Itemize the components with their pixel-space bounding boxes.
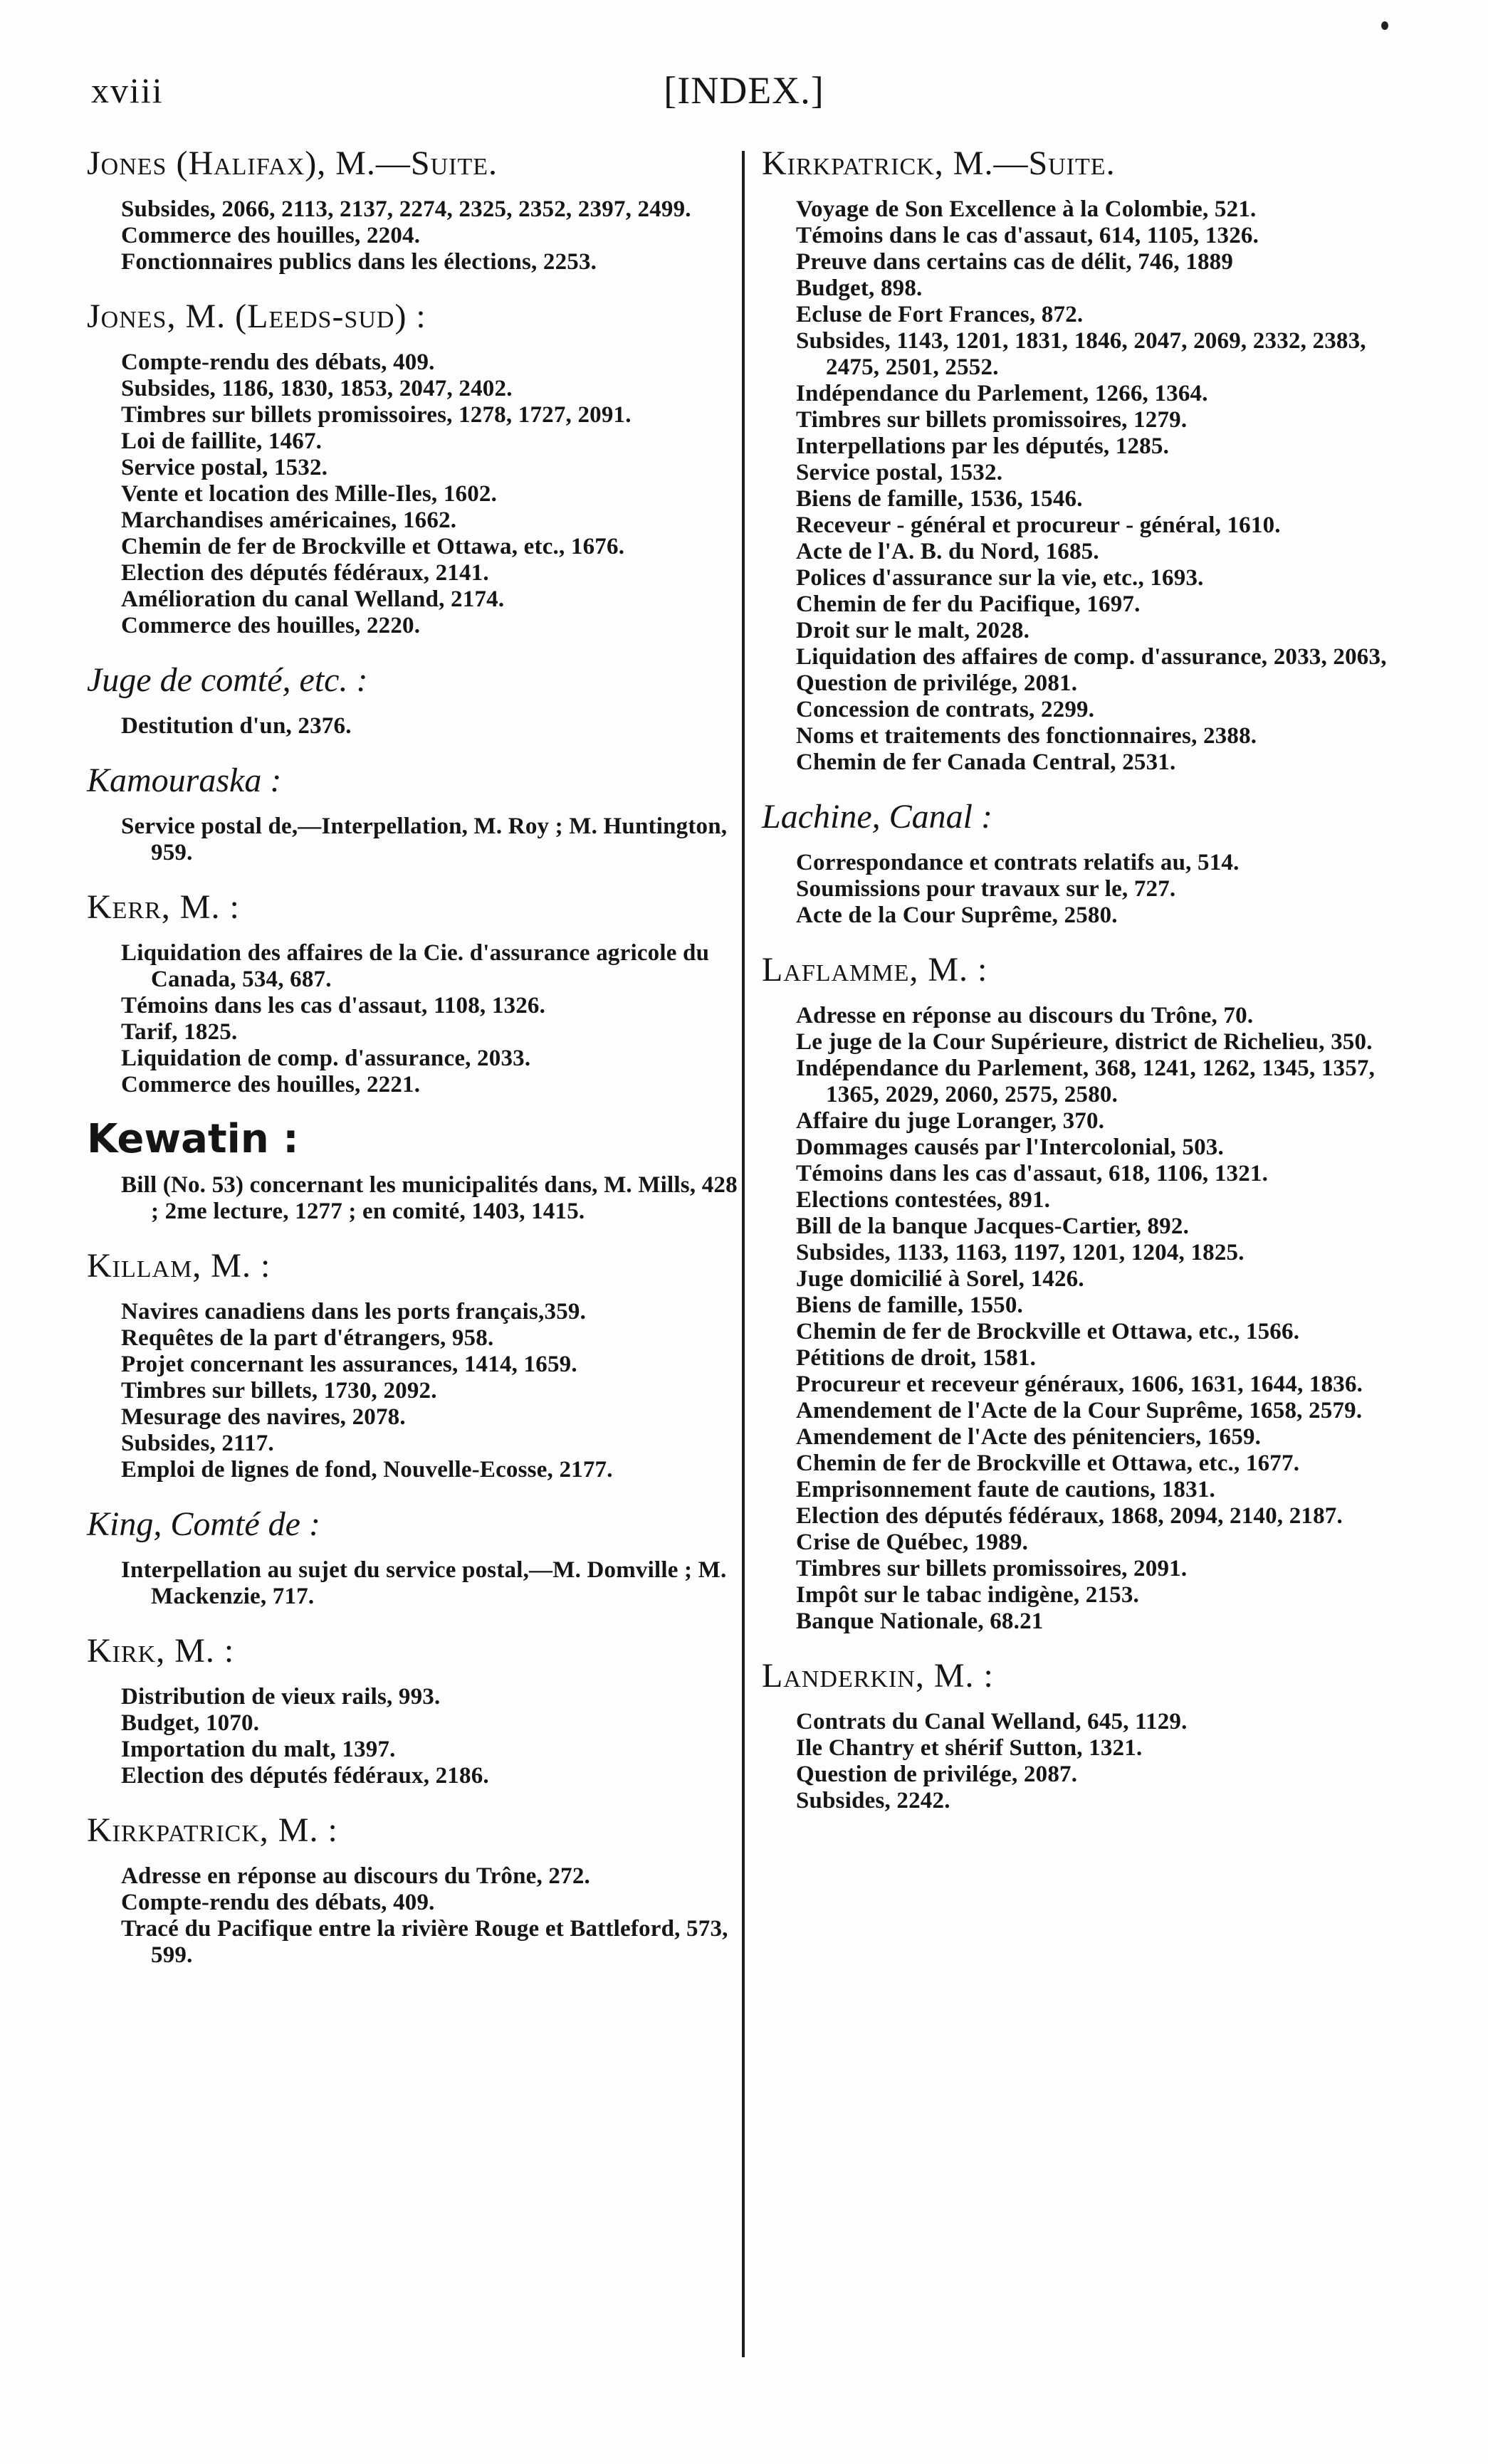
entry-item: Ecluse de Fort Frances, 872. [796,302,1084,327]
entry-item: Banque Nationale, 68.21 [796,1609,1044,1634]
index-entry [87,759,742,866]
column-divider [742,151,745,2357]
entry-item: Chemin de fer de Brockville et Ottawa, etc., 1566. [796,1319,1300,1344]
entry-item: Compte-rendu des débats, 409. [121,349,435,375]
entry-item: Subsides, 2117. [121,1431,274,1456]
entry-item: Loi de faillite, 1467. [121,428,323,454]
entry-item: Tarif, 1825. [121,1019,238,1045]
entry-item: Emploi de lignes de fond, Nouvelle-Ecosse, 2177. [121,1457,613,1483]
index-entry [762,949,1395,1635]
entry-item: Liquidation des affaires de comp. d'assurance, 2033, 2063, [796,644,1387,670]
entry-heading: Jones (Halifax), M.—Suite. [87,144,498,182]
entry-item: Subsides, 2242. [796,1788,950,1813]
entry-item: Témoins dans les cas d'assaut, 618, 1106, 1321. [796,1161,1269,1186]
index-entry [87,1503,742,1610]
entry-heading: Landerkin, M. : [762,1657,994,1695]
entry-item: Budget, 898. [796,275,923,301]
entry-item: Amélioration du canal Welland, 2174. [121,586,505,612]
right-column [762,142,1395,1834]
entry-item: Soumissions pour travaux sur le, 727. [796,876,1176,902]
entry-heading: Juge de comté, etc. : [87,661,368,699]
entry-item: Liquidation des affaires de la Cie. d'assurance agricole du Canada, 534, 687. [121,940,710,992]
entry-item: Bill (No. 53) concernant les municipalités dans, M. Mills, 428 ; 2me lecture, 1277 ; en comité, 1403, 1415. [121,1172,738,1224]
entry-heading: Kewatin : [87,1116,299,1162]
entry-item: Commerce des houilles, 2220. [121,613,421,638]
entry-item: Correspondance et contrats relatifs au, 514. [796,850,1240,875]
entry-item: Chemin de fer de Brockville et Ottawa, etc., 1677. [796,1451,1300,1476]
entry-item: Bill de la banque Jacques-Cartier, 892. [796,1213,1190,1239]
entry-item: Amendement de l'Acte des pénitenciers, 1659. [796,1424,1262,1450]
entry-item: Compte-rendu des débats, 409. [121,1890,435,1915]
entry-item: Service postal de,—Interpellation, M. Roy ; M. Huntington, 959. [121,814,728,865]
index-entry [87,1118,742,1225]
entry-item: Commerce des houilles, 2221. [121,1072,421,1097]
entry-item: Mesurage des navires, 2078. [121,1404,406,1430]
entry-item: Service postal, 1532. [121,455,328,480]
entry-item: Commerce des houilles, 2204. [121,223,421,248]
entry-item: Amendement de l'Acte de la Cour Suprême, 1658, 2579. [796,1398,1363,1423]
entry-item: Timbres sur billets promissoires, 1279. [796,407,1188,433]
entry-item: Indépendance du Parlement, 368, 1241, 1262, 1345, 1357, 1365, 2029, 2060, 2575, 2580. [796,1055,1376,1107]
entry-heading: Kerr, M. : [87,888,240,926]
entry-item: Ile Chantry et shérif Sutton, 1321. [796,1735,1143,1761]
entry-heading: Killam, M. : [87,1247,271,1285]
entry-item: Election des députés fédéraux, 2186. [121,1763,489,1789]
index-entry [762,796,1395,929]
entry-item: Juge domicilié à Sorel, 1426. [796,1266,1084,1292]
index-entry [87,142,742,275]
entry-item: Importation du malt, 1397. [121,1737,396,1762]
entry-item: Tracé du Pacifique entre la rivière Rouge et Battleford, 573, 599. [121,1916,728,1968]
entry-heading: Kirkpatrick, M.—Suite. [762,144,1116,182]
page-header [0,56,1488,120]
entry-item: Requêtes de la part d'étrangers, 958. [121,1325,494,1351]
entry-item: Subsides, 2066, 2113, 2137, 2274, 2325, 2352, 2397, 2499. [121,196,691,222]
entry-item: Chemin de fer de Brockville et Ottawa, etc., 1676. [121,534,625,559]
entry-item: Election des députés fédéraux, 1868, 2094, 2140, 2187. [796,1503,1343,1529]
entry-item: Le juge de la Cour Supérieure, district de Richelieu, 350. [796,1029,1373,1055]
entry-item: Pétitions de droit, 1581. [796,1345,1037,1371]
entry-item: Dommages causés par l'Intercolonial, 503. [796,1134,1224,1160]
entry-item: Fonctionnaires publics dans les élections, 2253. [121,249,597,275]
entry-item: Biens de famille, 1536, 1546. [796,486,1083,512]
entry-item: Adresse en réponse au discours du Trône, 70. [796,1003,1254,1028]
entry-item: Vente et location des Mille-Iles, 1602. [121,481,498,507]
entry-item: Affaire du juge Loranger, 370. [796,1108,1105,1134]
entry-item: Question de privilége, 2087. [796,1762,1078,1787]
entry-item: Marchandises américaines, 1662. [121,507,457,533]
index-entry [87,1245,742,1483]
entry-item: Droit sur le malt, 2028. [796,618,1030,643]
index-entry [87,1809,742,1969]
entry-item: Chemin de fer Canada Central, 2531. [796,749,1176,775]
entry-item: Navires canadiens dans les ports français,359. [121,1299,587,1325]
index-entry [87,659,742,739]
entry-heading: King, Comté de : [87,1505,320,1543]
entry-item: Acte de la Cour Suprême, 2580. [796,902,1118,928]
entry-item: Projet concernant les assurances, 1414, 1659. [121,1352,577,1377]
entry-item: Voyage de Son Excellence à la Colombie, 521. [796,196,1257,222]
entry-item: Noms et traitements des fonctionnaires, 2388. [796,723,1257,749]
entry-item: Indépendance du Parlement, 1266, 1364. [796,381,1208,406]
index-entry [87,295,742,639]
entry-item: Crise de Québec, 1989. [796,1530,1029,1555]
entry-item: Distribution de vieux rails, 993. [121,1684,441,1710]
entry-item: Subsides, 1143, 1201, 1831, 1846, 2047, 2069, 2332, 2383, 2475, 2501, 2552. [796,328,1366,380]
entry-item: Impôt sur le tabac indigène, 2153. [796,1582,1139,1608]
entry-item: Timbres sur billets promissoires, 1278, 1727, 2091. [121,402,632,428]
entry-item: Receveur - général et procureur - général, 1610. [796,512,1281,538]
entry-item: Polices d'assurance sur la vie, etc., 1693. [796,565,1204,591]
entry-item: Preuve dans certains cas de délit, 746, 1889 [796,249,1234,275]
entry-item: Adresse en réponse au discours du Trône, 272. [121,1863,590,1889]
entry-item: Liquidation de comp. d'assurance, 2033. [121,1046,531,1071]
left-column [87,142,742,1989]
ink-dot [1381,21,1388,30]
entry-item: Timbres sur billets promissoires, 2091. [796,1556,1188,1581]
entry-heading: Laflamme, M. : [762,951,988,989]
entry-heading: Kamouraska : [87,762,282,799]
index-entry [87,1630,742,1789]
entry-item: Timbres sur billets, 1730, 2092. [121,1378,437,1404]
entry-item: Destitution d'un, 2376. [121,713,352,739]
entry-item: Procureur et receveur généraux, 1606, 1631, 1644, 1836. [796,1371,1363,1397]
entry-item: Concession de contrats, 2299. [796,697,1095,722]
page-number: xviii [91,70,164,110]
entry-item: Emprisonnement faute de cautions, 1831. [796,1477,1215,1502]
entry-item: Subsides, 1186, 1830, 1853, 2047, 2402. [121,376,513,401]
entry-heading: Kirk, M. : [87,1632,235,1670]
page-title: [INDEX.] [664,69,824,112]
entry-heading: Jones, M. (Leeds-sud) : [87,298,426,335]
index-entry [762,142,1395,776]
entry-item: Elections contestées, 891. [796,1187,1051,1213]
entry-item: Interpellations par les députés, 1285. [796,433,1170,459]
entry-item: Subsides, 1133, 1163, 1197, 1201, 1204, 1825. [796,1240,1245,1265]
entry-item: Interpellation au sujet du service postal,—M. Domville ; M. Mackenzie, 717. [121,1557,727,1609]
entry-heading: Lachine, Canal : [762,798,992,836]
entry-item: Election des députés fédéraux, 2141. [121,560,489,586]
entry-heading: Kirkpatrick, M. : [87,1811,338,1849]
entry-item: Témoins dans le cas d'assaut, 614, 1105, 1326. [796,223,1259,248]
entry-item: Chemin de fer du Pacifique, 1697. [796,591,1141,617]
index-entry [87,886,742,1098]
entry-item: Acte de l'A. B. du Nord, 1685. [796,539,1099,564]
entry-item: Question de privilége, 2081. [796,670,1078,696]
entry-item: Témoins dans les cas d'assaut, 1108, 1326. [121,993,546,1018]
entry-item: Contrats du Canal Welland, 645, 1129. [796,1709,1188,1734]
index-entry [762,1655,1395,1814]
entry-item: Biens de famille, 1550. [796,1292,1024,1318]
entry-item: Budget, 1070. [121,1710,260,1736]
entry-item: Service postal, 1532. [796,460,1003,485]
